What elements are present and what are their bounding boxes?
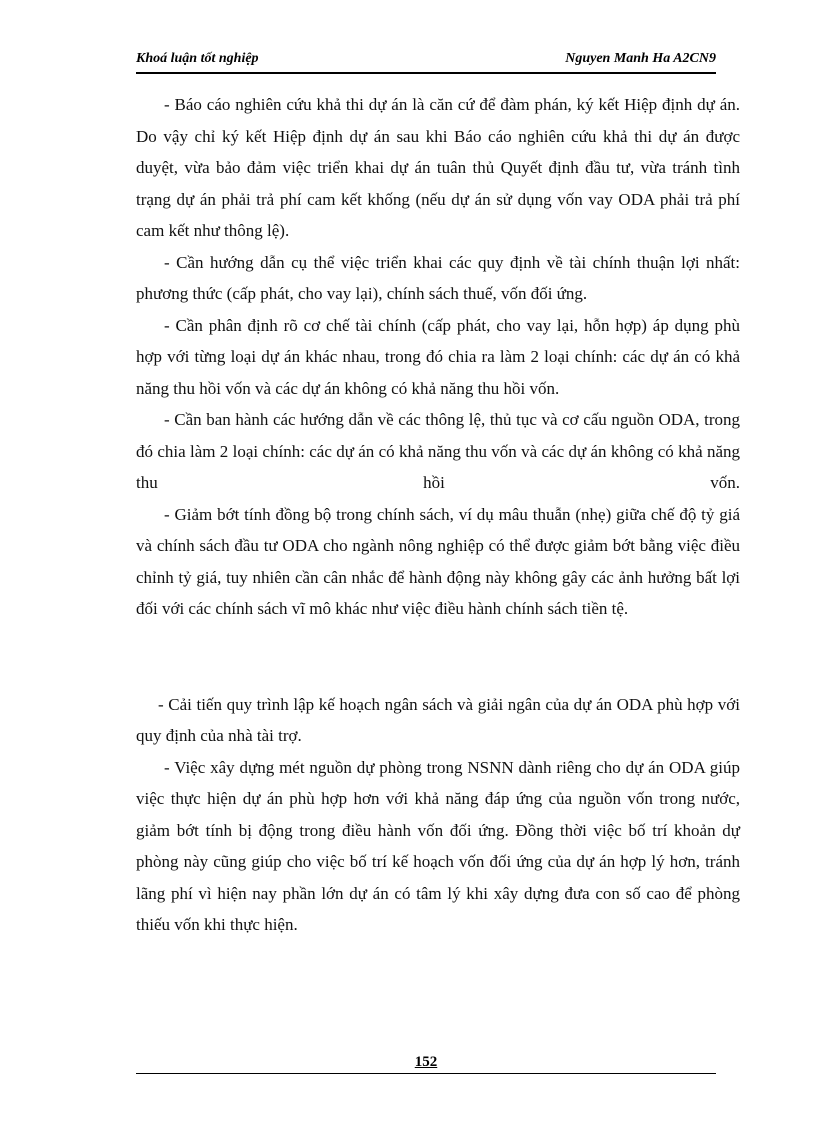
header-author: Nguyen Manh Ha A2CN9: [565, 51, 716, 66]
paragraph-oda-procedures: - Cần ban hành các hướng dẫn về các thông lệ, thủ tục và cơ cấu nguồn ODA, trong đó chia làm 2 loại chính: các dự án có khả năng thu vốn và các dự án không có khả năng thu hồi vốn.: [136, 410, 740, 492]
paragraph-feasibility-report: - Báo cáo nghiên cứu khả thi dự án là căn cứ để đàm phán, ký kết Hiệp định dự án. Do vậy chỉ ký kết Hiệp định dự án sau khi Báo cáo nghiên cứu khả thi dự án được duyệt, vừa bảo đảm việc triển khai dự án tuân thủ Quyết định đầu tư, vừa tránh tình trạng dự án phải trả phí cam kết khống (nếu dự án sử dụng vốn vay ODA phải trả phí cam kết như thông lệ).: [136, 95, 740, 240]
paragraph-financial-mechanism: - Cần phân định rõ cơ chế tài chính (cấp phát, cho vay lại, hỗn hợp) áp dụng phù hợp với từng loại dự án khác nhau, trong đó chia ra làm 2 loại chính: các dự án có khả năng thu hồi vốn và các dự án không có khả năng thu hồi vốn.: [136, 315, 740, 398]
page-number: 152: [414, 1054, 438, 1070]
page-header: [136, 48, 716, 74]
paragraph-financial-guidance: - Cần hướng dẫn cụ thể việc triển khai các quy định về tài chính thuận lợi nhất: phương thức (cấp phát, cho vay lại), chính sách thuế, vốn đối ứng.: [136, 252, 740, 303]
paragraph-budget-planning: - Cải tiến quy trình lập kế hoạch ngân sách và giải ngân của dự án ODA phù hợp với quy định của nhà tài trợ.: [136, 694, 740, 745]
paragraph-policy-consistency: - Giảm bớt tính đồng bộ trong chính sách, ví dụ mâu thuẫn (nhẹ) giữa chế độ tỷ giá và chính sách đầu tư ODA cho ngành nông nghiệp có thể được giảm bớt bằng việc điều chỉnh tỷ giá, tuy nhiên cần cân nhắc để hành động này không gây các ảnh hưởng bất lợi đối với các chính sách vĩ mô khác như việc điều hành chính sách tiền tệ.: [136, 504, 740, 618]
header-title: Khoá luận tốt nghiệp: [136, 51, 259, 66]
page-footer: [136, 1051, 716, 1074]
paragraph-reserve-fund: - Việc xây dựng mét nguồn dự phòng trong NSNN dành riêng cho dự án ODA giúp việc thực hiện dự án phù hợp hơn với khả năng đáp ứng của nguồn vốn trong nước, giảm bớt tính bị động trong điều hành vốn đối ứng. Đồng thời việc bố trí khoản dự phòng này cũng giúp cho việc bố trí kế hoạch vốn đối ứng của dự án hợp lý hơn, tránh lãng phí vì hiện nay phần lớn dự án có tâm lý khi xây dựng đưa con số cao để phòng thiếu vốn khi thực hiện.: [136, 757, 740, 934]
document-body: [136, 89, 740, 941]
